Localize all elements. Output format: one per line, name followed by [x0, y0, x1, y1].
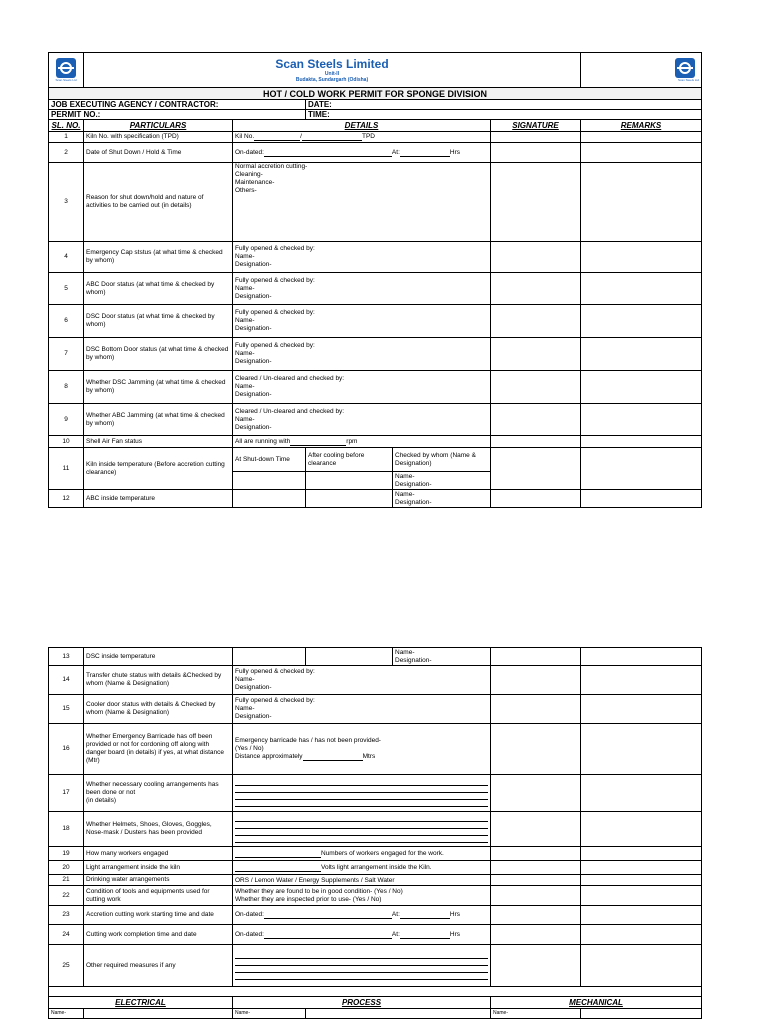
table-row: 5 ABC Door status (at what time & checked by whom) Fully opened & checked by: Name- Designation- — [49, 273, 702, 305]
signature-cell[interactable] — [491, 875, 581, 886]
remarks-cell[interactable] — [581, 448, 702, 490]
emergency-cap-field[interactable]: Fully opened & checked by: Name- Designation- — [233, 242, 491, 273]
signature-cell[interactable] — [491, 695, 581, 724]
logo-left: Scan Steels Ltd — [49, 53, 84, 88]
transfer-chute-field[interactable]: Fully opened & checked by: Name- Designation- — [233, 666, 491, 695]
time-label: TIME: — [306, 110, 702, 120]
signature-cell[interactable] — [491, 812, 581, 847]
form-title: HOT / COLD WORK PERMIT FOR SPONGE DIVISION — [49, 88, 702, 100]
table-row: 4 Emergency Cap ststus (at what time & checked by whom) Fully opened & checked by: Name- Designation- — [49, 242, 702, 273]
agency-label: JOB EXECUTING AGENCY / CONTRACTOR: — [49, 100, 306, 110]
dsc-temp-shutdown-value[interactable] — [233, 648, 306, 666]
dsc-temp-cooling-value[interactable] — [306, 648, 393, 666]
abc-temp-shutdown-value[interactable] — [233, 490, 306, 508]
remarks-cell[interactable] — [581, 305, 702, 338]
cooling-arrangements-field[interactable] — [233, 775, 491, 812]
signature-cell[interactable] — [491, 648, 581, 666]
kiln-temp-cooling-value[interactable] — [306, 472, 393, 490]
table-row: 8 Whether DSC Jamming (at what time & checked by whom) Cleared / Un-cleared and checked by: Name- Designation- — [49, 371, 702, 404]
signature-cell[interactable] — [491, 132, 581, 143]
ppe-field[interactable] — [233, 812, 491, 847]
kiln-temp-shutdown-value[interactable] — [233, 472, 306, 490]
light-volts-field[interactable]: Volts light arrangement inside the Kiln. — [233, 861, 491, 875]
dept-mechanical: MECHANICAL — [491, 997, 702, 1009]
dept-electrical: ELECTRICAL — [49, 997, 233, 1009]
remarks-cell[interactable] — [581, 695, 702, 724]
remarks-cell[interactable] — [581, 875, 702, 886]
permit-no-label: PERMIT NO.: — [49, 110, 306, 120]
table-row: 12 ABC inside temperature Name- Designation- — [49, 490, 702, 508]
remarks-cell[interactable] — [581, 143, 702, 163]
kiln-no-field[interactable]: Kil No. / TPD — [233, 132, 491, 143]
remarks-cell[interactable] — [581, 666, 702, 695]
dept-process: PROCESS — [233, 997, 491, 1009]
table-row: 21 Drinking water arrangements ORS / Lemon Water / Energy Supplements / Salt Water — [49, 875, 702, 886]
electrical-name-field[interactable] — [84, 1009, 233, 1019]
date-label: DATE: — [306, 100, 702, 110]
permit-form-page-2 — [48, 647, 701, 1019]
col-remarks: REMARKS — [581, 120, 702, 132]
remarks-cell[interactable] — [581, 163, 702, 242]
company-address: Budakta, Sundargarh (Odisha) — [295, 76, 369, 83]
remarks-cell[interactable] — [581, 847, 702, 861]
work-completion-field[interactable]: On-dated: At: Hrs — [233, 925, 491, 945]
col-sl-no: SL. NO. — [49, 120, 84, 132]
abc-temp-cooling-value[interactable] — [306, 490, 393, 508]
signature-cell[interactable] — [491, 273, 581, 305]
kiln-temp-shutdown-field[interactable]: At Shut-down Time — [233, 448, 306, 472]
signature-cell[interactable] — [491, 945, 581, 987]
table-row: 3 Reason for shut down/hold and nature of activities to be carried out (in details) Normal accretion cutting- Cleaning- Maintenance- Others- — [49, 163, 702, 242]
table-row: 20 Light arrangement inside the kiln Volts light arrangement inside the Kiln. — [49, 861, 702, 875]
remarks-cell[interactable] — [581, 371, 702, 404]
signature-cell[interactable] — [491, 163, 581, 242]
remarks-cell[interactable] — [581, 906, 702, 925]
shutdown-reason-field[interactable]: Normal accretion cutting- Cleaning- Maintenance- Others- — [233, 163, 491, 242]
table-row: 14 Transfer chute status with details &Checked by whom (Name & Designation) Fully opened & checked by: Name- Designation- — [49, 666, 702, 695]
column-headers — [49, 120, 702, 132]
table-row: 9 Whether ABC Jamming (at what time & checked by whom) Cleared / Un-cleared and checked by: Name- Designation- — [49, 404, 702, 436]
table-row: 6 DSC Door status (at what time & checked by whom) Fully opened & checked by: Name- Designation- — [49, 305, 702, 338]
signature-cell[interactable] — [491, 242, 581, 273]
signature-cell[interactable] — [491, 490, 581, 508]
remarks-cell[interactable] — [581, 812, 702, 847]
signature-cell[interactable] — [491, 886, 581, 906]
table-row: 7 DSC Bottom Door status (at what time & checked by whom) Fully opened & checked by: Name- Designation- — [49, 338, 702, 371]
abc-temp-checked-by[interactable]: Name- Designation- — [393, 490, 491, 508]
signature-cell[interactable] — [491, 448, 581, 490]
kiln-temp-cooling-field[interactable]: After cooling before clearance — [306, 448, 393, 472]
tools-condition-field[interactable]: Whether they are found to be in good condition- (Yes / No) Whether they are inspected prior to use- (Yes / No) — [233, 886, 491, 906]
kiln-temp-checked-by[interactable]: Name- Designation- — [393, 472, 491, 490]
remarks-cell[interactable] — [581, 886, 702, 906]
remarks-cell[interactable] — [581, 273, 702, 305]
col-details: DETAILS — [233, 120, 491, 132]
barricade-field[interactable]: Emergency barricade has / has not been provided- (Yes / No) Distance approximately Mtrs — [233, 724, 491, 775]
drinking-water-field[interactable]: ORS / Lemon Water / Energy Supplements / Salt Water — [233, 875, 491, 886]
cooler-door-field[interactable]: Fully opened & checked by: Name- Designation- — [233, 695, 491, 724]
table-row: 2 Date of Shut Down / Hold & Time On-dated: At: Hrs — [49, 143, 702, 163]
table-row: 25 Other required measures if any — [49, 945, 702, 987]
signature-cell[interactable] — [491, 305, 581, 338]
company-name: Scan Steels Limited — [275, 56, 389, 71]
signature-cell[interactable] — [491, 861, 581, 875]
dsc-jamming-field[interactable]: Cleared / Un-cleared and checked by: Name- Designation- — [233, 371, 491, 404]
dsc-bottom-door-field[interactable]: Fully opened & checked by: Name- Designation- — [233, 338, 491, 371]
remarks-cell[interactable] — [581, 404, 702, 436]
signature-cell[interactable] — [491, 906, 581, 925]
table-row: 22 Condition of tools and equipments used for cutting work Whether they are found to be in good condition- (Yes / No) Whether they are inspected prior to use- (Yes / No) — [49, 886, 702, 906]
process-name-field[interactable] — [306, 1009, 491, 1019]
signature-cell[interactable] — [491, 404, 581, 436]
shutdown-date-field[interactable]: On-dated: At: Hrs — [233, 143, 491, 163]
table-row: 16 Whether Emergency Barricade has off been provided or not for cordoning off along with danger board (in details) if yes, at what distance (Mtr) Emergency barricade has / has not been provided- (Yes / No) Distance approximately Mtrs — [49, 724, 702, 775]
permit-form-page-1 — [48, 52, 701, 508]
scan-steels-logo-icon — [56, 58, 76, 78]
signature-cell[interactable] — [491, 925, 581, 945]
mechanical-name-field[interactable] — [581, 1009, 702, 1019]
remarks-cell[interactable] — [581, 338, 702, 371]
company-unit: Unit-II — [324, 70, 340, 77]
remarks-cell[interactable] — [581, 724, 702, 775]
signature-cell[interactable] — [491, 724, 581, 775]
signature-cell[interactable] — [491, 436, 581, 448]
abc-jamming-field[interactable]: Cleared / Un-cleared and checked by: Name- Designation- — [233, 404, 491, 436]
other-measures-field[interactable] — [233, 945, 491, 987]
dsc-temp-checked-by[interactable]: Name- Designation- — [393, 648, 491, 666]
department-headers — [49, 997, 702, 1009]
remarks-cell[interactable] — [581, 861, 702, 875]
remarks-cell[interactable] — [581, 242, 702, 273]
department-name-row: Name- Name- Name- — [49, 1009, 702, 1019]
signature-cell[interactable] — [491, 143, 581, 163]
workers-count-field[interactable]: Numbers of workers engaged for the work. — [233, 847, 491, 861]
table-row: 23 Accretion cutting work starting time and date On-dated: At: Hrs — [49, 906, 702, 925]
letterhead — [49, 53, 702, 88]
table-row: 18 Whether Helmets, Shoes, Gloves, Goggles, Nose-mask / Dusters has been provided — [49, 812, 702, 847]
table-row: 15 Cooler door status with details & Checked by whom (Name & Designation) Fully opened & checked by: Name- Designation- — [49, 695, 702, 724]
remarks-cell[interactable] — [581, 925, 702, 945]
work-start-field[interactable]: On-dated: At: Hrs — [233, 906, 491, 925]
remarks-cell[interactable] — [581, 490, 702, 508]
col-particulars: PARTICULARS — [84, 120, 233, 132]
signature-cell[interactable] — [491, 338, 581, 371]
signature-cell[interactable] — [491, 847, 581, 861]
signature-cell[interactable] — [491, 775, 581, 812]
scan-steels-logo-icon — [675, 58, 695, 78]
table-row: 13 DSC inside temperature Name- Designation- — [49, 648, 702, 666]
signature-cell[interactable] — [491, 666, 581, 695]
table-row: 11 Kiln inside temperature (Before accretion cutting clearance) At Shut-down Time After cooling before clearance Checked by whom (Name & Designation) — [49, 448, 702, 472]
table-row: 24 Cutting work completion time and date On-dated: At: Hrs — [49, 925, 702, 945]
abc-door-field[interactable]: Fully opened & checked by: Name- Designation- — [233, 273, 491, 305]
table-row: 1 Kiln No. with specification (TPD) Kil No. / TPD — [49, 132, 702, 143]
remarks-cell[interactable] — [581, 436, 702, 448]
table-row: 10 Shell Air Fan status All are running with rpm — [49, 436, 702, 448]
table-row: 17 Whether necessary cooling arrangements has been done or not (in details) — [49, 775, 702, 812]
signature-cell[interactable] — [491, 371, 581, 404]
remarks-cell[interactable] — [581, 775, 702, 812]
shell-fan-rpm-field[interactable]: All are running with rpm — [233, 436, 491, 448]
remarks-cell[interactable] — [581, 132, 702, 143]
logo-right: Scan Steels Ltd — [581, 53, 702, 88]
dsc-door-field[interactable]: Fully opened & checked by: Name- Designation- — [233, 305, 491, 338]
remarks-cell[interactable] — [581, 648, 702, 666]
col-signature: SIGNATURE — [491, 120, 581, 132]
remarks-cell[interactable] — [581, 945, 702, 987]
table-row: 19 How many workers engaged Numbers of workers engaged for the work. — [49, 847, 702, 861]
